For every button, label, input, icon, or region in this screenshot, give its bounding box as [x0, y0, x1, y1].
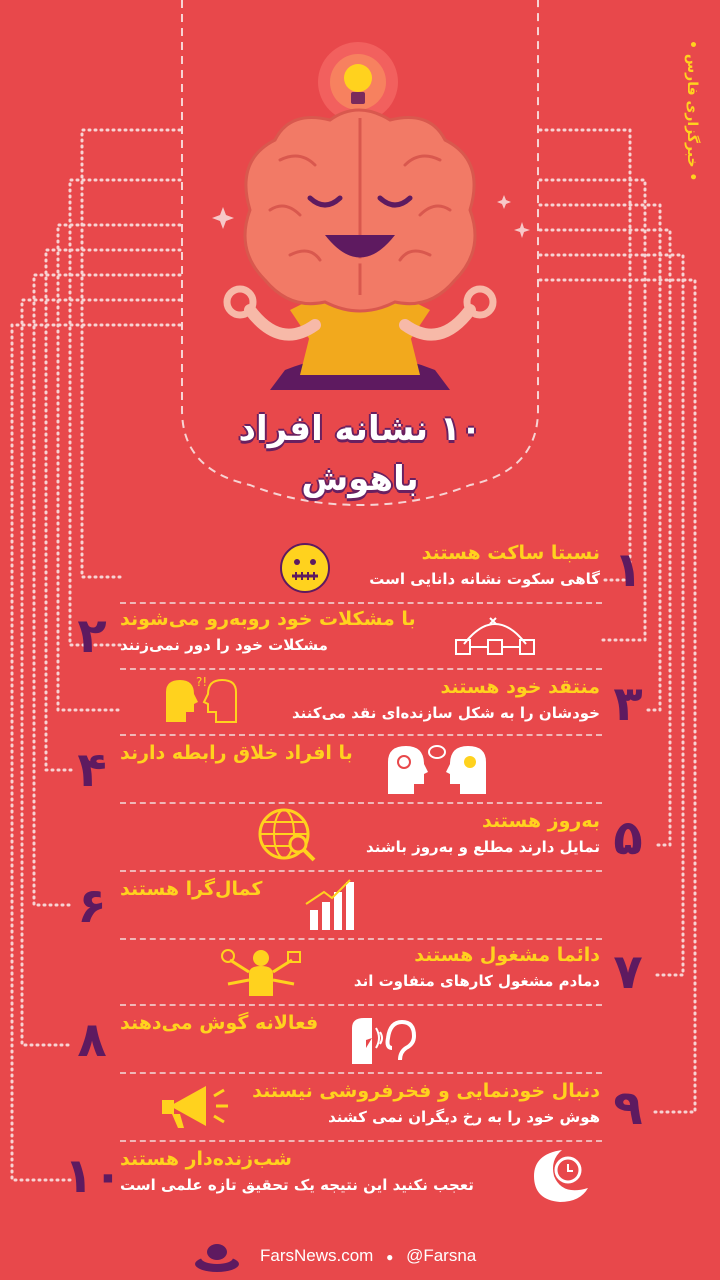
item-heading: دائما مشغول هستند: [414, 944, 600, 966]
item-number: ۴: [77, 742, 107, 798]
item-subtitle: تعجب نکنید این نتیجه یک تحقیق تازه علمی است: [120, 1176, 474, 1194]
process-flow-icon: [450, 604, 540, 664]
growth-chart-icon: [296, 874, 386, 934]
item-heading: فعالانه گوش می‌دهند: [120, 1012, 319, 1034]
item-number: ۶: [77, 878, 107, 934]
list-item-8: [77, 1008, 600, 1074]
globe-search-icon: [244, 806, 334, 866]
list-item-4: [77, 738, 600, 804]
list-item-1: [120, 538, 643, 604]
list-item-9: [120, 1076, 643, 1142]
list-item-5: [120, 806, 643, 872]
list-item-2: [77, 604, 600, 670]
brain-mascot-illustration: [180, 40, 540, 400]
item-number: ۷: [613, 944, 643, 1000]
moon-clock-icon: [516, 1144, 606, 1204]
item-heading: شب‌زنده‌دار هستند: [120, 1148, 292, 1170]
item-number: ۲: [77, 608, 107, 664]
item-number: ۱: [613, 542, 643, 598]
item-number: ۵: [613, 810, 643, 866]
item-subtitle: هوش خود را به رخ دیگران نمی کشند: [328, 1108, 600, 1126]
self-talk-heads-icon: [156, 672, 246, 732]
item-heading: با افراد خلاق رابطه دارند: [120, 742, 353, 764]
farsnews-logo-icon: [192, 1236, 242, 1276]
list-item-7: [120, 940, 643, 1006]
item-subtitle: گاهی سکوت نشانه دانایی است: [369, 570, 600, 588]
footer-bullet: ●: [386, 1250, 394, 1264]
agency-label: • خبرگزاری فارس •: [684, 40, 700, 182]
item-heading: با مشکلات خود روبه‌رو می‌شوند: [120, 608, 416, 630]
svg-text:?!: ?!: [196, 675, 208, 689]
item-subtitle: خودشان را به شکل سازنده‌ای نقد می‌کنند: [291, 704, 600, 722]
item-heading: منتقد خود هستند: [440, 676, 600, 698]
item-heading: کمال‌گرا هستند: [120, 878, 263, 900]
list-item-3: [120, 672, 643, 738]
zipped-mouth-face-icon: [260, 538, 350, 598]
item-heading: نسبتا ساکت هستند: [421, 542, 600, 564]
list-item-6: [77, 874, 600, 940]
item-heading: دنبال خودنمایی و فخرفروشی نیستند: [252, 1080, 600, 1102]
footer-credits: [260, 1242, 560, 1270]
listening-ear-icon: [342, 1008, 432, 1068]
list-item-10: [64, 1144, 600, 1210]
page-title: ۱۰ نشانه افراد باهوش: [238, 409, 482, 499]
footer-site: FarsNews.com: [260, 1246, 374, 1265]
item-heading: به‌روز هستند: [482, 810, 600, 832]
item-number: ۱۰: [64, 1148, 123, 1204]
multitasking-person-icon: [216, 940, 306, 1000]
idea-exchange-heads-icon: [382, 738, 492, 798]
item-number: ۹: [613, 1080, 643, 1136]
item-subtitle: مشکلات خود را دور نمی‌زنند: [120, 636, 328, 654]
item-subtitle: تمایل دارند مطلع و به‌روز باشند: [366, 838, 600, 856]
item-number: ۳: [613, 676, 643, 732]
footer-handle: @Farsna: [406, 1246, 477, 1265]
item-number: ۸: [77, 1012, 107, 1068]
item-subtitle: دمادم مشغول کارهای متفاوت اند: [353, 972, 600, 990]
megaphone-icon: [150, 1076, 240, 1136]
